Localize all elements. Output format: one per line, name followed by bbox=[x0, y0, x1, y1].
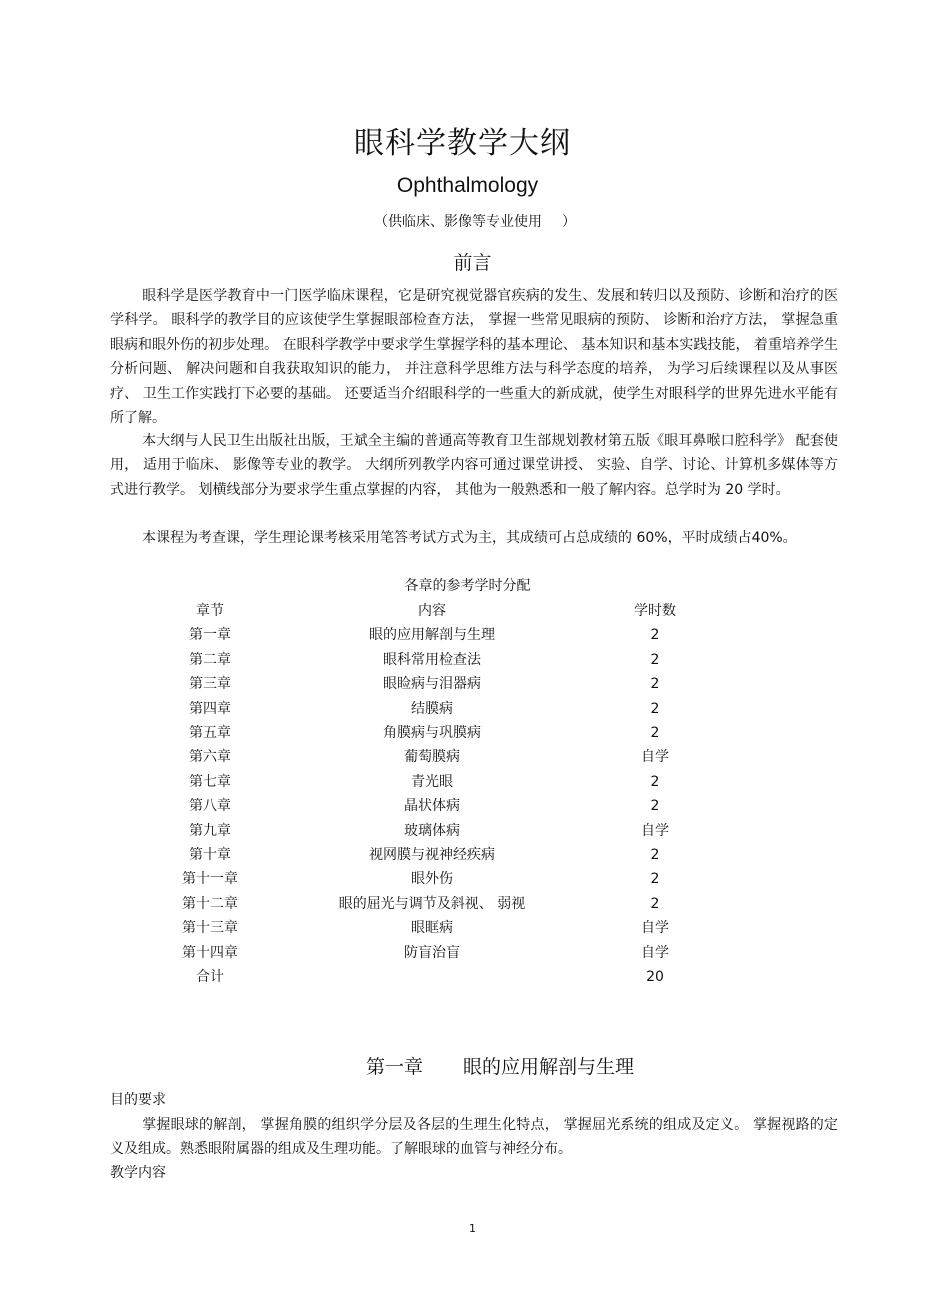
content-label: 教学内容 bbox=[110, 1165, 166, 1181]
objectives-paragraph bbox=[110, 1113, 838, 1162]
column-header-hours: 学时数 bbox=[634, 603, 676, 619]
hours-cell: 2 bbox=[650, 725, 660, 741]
content-cell: 角膜病与巩膜病 bbox=[383, 725, 481, 741]
table-row bbox=[0, 672, 950, 696]
hours-cell: 自学 bbox=[641, 944, 669, 961]
chapter-cell: 第十四章 bbox=[182, 944, 238, 961]
table-row bbox=[0, 648, 950, 672]
preface-heading: 前言 bbox=[453, 252, 492, 274]
chapter-heading bbox=[0, 1052, 950, 1079]
table-caption: 各章的参考学时分配 bbox=[404, 578, 531, 594]
document-subtitle: Ophthalmology bbox=[396, 174, 539, 197]
table-row bbox=[0, 843, 950, 867]
hours-cell: 2 bbox=[650, 676, 660, 693]
table-row bbox=[0, 697, 950, 721]
chapter-cell: 第十章 bbox=[189, 847, 231, 863]
hours-cell: 自学 bbox=[641, 822, 669, 839]
chapter-cell: 第十二章 bbox=[182, 895, 238, 912]
column-header-chapter: 章节 bbox=[196, 603, 224, 619]
chapter-cell: 第五章 bbox=[189, 725, 231, 741]
objectives-text: 掌握眼球的解剖， 掌握角膜的组织学分层及各层的生理生化特点， 掌握屈光系统的组成及定义。 掌握视路的定义及组成。熟悉眼附属器的组成及生理功能。了解眼球的血管与神经分布。 bbox=[110, 1117, 838, 1158]
hours-cell: 2 bbox=[650, 798, 660, 815]
content-cell: 眼外伤 bbox=[411, 871, 453, 888]
total-label: 合计 bbox=[196, 969, 224, 985]
table-row bbox=[0, 794, 950, 818]
hours-cell: 自学 bbox=[641, 749, 669, 766]
usage-note-close: ） bbox=[562, 214, 576, 230]
chapter-cell: 第十一章 bbox=[182, 871, 238, 888]
objectives-label: 目的要求 bbox=[110, 1092, 166, 1108]
table-row bbox=[0, 916, 950, 940]
chapter-cell: 第二章 bbox=[189, 651, 231, 668]
preface-paragraph-text: 眼科学是医学教育中一门医学临床课程，它是研究视觉器官疾病的发生、发展和转归以及预防、诊断和治疗的医学科学。 眼科学的教学目的应该使学生掌握眼部检查方法， 掌握一些常见眼病的预防、 诊断和治疗方法， 掌握急重眼病和眼外伤的初步处理。 在眼科学教学中要求学生掌握学科的基本理论、 基本知识和基本实践技能， 着重培养学生分析问题、 解决问题和自我获取知识的能力， 并注意科学思维方法与科学态度的培养， 为学习后续课程以及从事医疗、 卫生工作实践打下必要的基础。 还要适当介绍眼科学的一些重大的新成就，使学生对眼科学的世界先进水平能有所了解。 bbox=[110, 288, 838, 427]
hours-cell: 2 bbox=[650, 627, 660, 644]
chapter-cell: 第七章 bbox=[189, 773, 231, 790]
total-hours: 20 bbox=[646, 969, 664, 985]
table-row bbox=[0, 770, 950, 794]
chapter-name: 眼的应用解剖与生理 bbox=[463, 1056, 635, 1078]
hours-cell: 自学 bbox=[641, 920, 669, 937]
preface-paragraph bbox=[110, 284, 838, 430]
chapter-cell: 第六章 bbox=[189, 749, 231, 766]
table-row bbox=[0, 867, 950, 891]
document-title: 眼科学教学大纲 bbox=[354, 126, 571, 161]
content-cell: 结膜病 bbox=[411, 700, 453, 717]
chapter-cell: 第八章 bbox=[189, 798, 231, 815]
table-row bbox=[0, 623, 950, 647]
content-cell: 青光眼 bbox=[411, 773, 453, 790]
usage-note bbox=[0, 211, 950, 231]
table-row bbox=[0, 745, 950, 769]
content-cell: 眼的屈光与调节及斜视、 弱视 bbox=[338, 895, 526, 912]
content-cell: 眼的应用解剖与生理 bbox=[369, 627, 495, 644]
preface-paragraph bbox=[110, 526, 838, 550]
table-total-row bbox=[0, 965, 950, 989]
page-number: 1 bbox=[469, 1222, 476, 1235]
hours-cell: 2 bbox=[650, 700, 660, 717]
hours-cell: 2 bbox=[650, 895, 660, 912]
content-cell: 眼眶病 bbox=[411, 920, 453, 937]
hours-cell: 2 bbox=[650, 773, 660, 790]
content-cell: 视网膜与视神经疾病 bbox=[369, 847, 495, 863]
chapter-cell: 第十三章 bbox=[182, 920, 238, 937]
preface-paragraph-text: 本课程为考查课，学生理论课考核采用笔答考试方式为主，其成绩可占总成绩的 60%，平时成绩占40%。 bbox=[142, 530, 797, 546]
content-cell: 眼睑病与泪器病 bbox=[383, 676, 481, 693]
content-cell: 晶状体病 bbox=[404, 798, 460, 815]
usage-note-open: （供临床、影像等专业使用 bbox=[374, 214, 542, 230]
chapter-cell: 第九章 bbox=[189, 822, 231, 839]
chapter-cell: 第一章 bbox=[189, 627, 231, 644]
column-header-content: 内容 bbox=[418, 603, 446, 619]
content-cell: 眼科常用检查法 bbox=[383, 651, 481, 668]
table-row bbox=[0, 721, 950, 745]
content-cell: 玻璃体病 bbox=[404, 822, 460, 839]
hours-cell: 2 bbox=[650, 651, 660, 668]
preface-paragraph-text: 本大纲与人民卫生出版社出版，王斌全主编的普通高等教育卫生部规划教材第五版《眼耳鼻喉口腔科学》 配套使用， 适用于临床、 影像等专业的教学。 大纲所列教学内容可通过课堂讲授、 实验、自学、讨论、计算机多媒体等方式进行教学。 划横线部分为要求学生重点掌握的内容， 其他为一般熟悉和一般了解内容。总学时为 20 学时。 bbox=[110, 433, 838, 498]
table-header-row bbox=[0, 599, 950, 623]
chapter-cell: 第四章 bbox=[189, 700, 231, 717]
table-row bbox=[0, 819, 950, 843]
content-cell: 葡萄膜病 bbox=[404, 749, 460, 766]
chapter-cell: 第三章 bbox=[189, 676, 231, 693]
content-cell: 防盲治盲 bbox=[404, 944, 460, 961]
hours-cell: 2 bbox=[650, 847, 660, 863]
table-row bbox=[0, 892, 950, 916]
hours-cell: 2 bbox=[650, 871, 660, 888]
chapter-number: 第一章 bbox=[365, 1056, 423, 1078]
preface-paragraph bbox=[110, 429, 838, 502]
table-row bbox=[0, 941, 950, 965]
